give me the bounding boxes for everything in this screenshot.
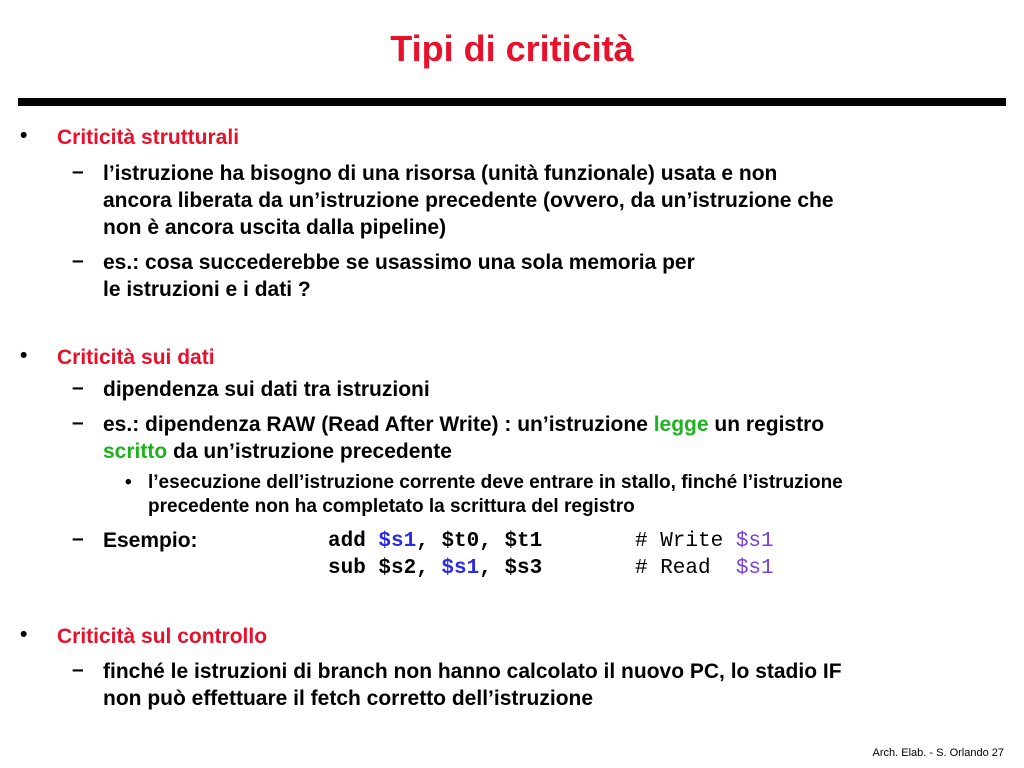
dash-icon: –	[72, 249, 84, 272]
text-line	[103, 438, 452, 465]
text-line: non è ancora uscita dalla pipeline)	[103, 216, 447, 239]
text-segment: un registro	[708, 413, 825, 436]
text-line: le istruzioni e i dati ?	[103, 278, 311, 301]
text-line: es.: cosa succederebbe se usassimo una sola memoria per	[103, 251, 695, 274]
section-heading-data: Criticità sui dati	[57, 346, 215, 369]
comment-text: # Write	[635, 530, 736, 553]
keyword-legge: legge	[653, 413, 709, 436]
bullet-icon: •	[20, 623, 28, 646]
comment-register: $s1	[735, 530, 774, 553]
text-line: ancora liberata da un’istruzione precedente (ovvero, da un’istruzione che	[103, 189, 834, 212]
sub-bullet-icon: •	[125, 472, 132, 493]
code-comment	[635, 528, 774, 555]
section-heading-control: Criticità sul controllo	[57, 625, 268, 648]
text-line: precedente non ha completato la scrittura del registro	[148, 496, 635, 517]
title-rule	[18, 98, 1006, 106]
comment-text: # Read	[635, 557, 736, 580]
dash-icon: –	[72, 527, 84, 550]
dash-icon: –	[72, 411, 84, 434]
footer-credit: Arch. Elab. - S. Orlando 27	[872, 747, 1004, 759]
code-operands: , $s3	[479, 557, 543, 580]
code-line-sub	[328, 555, 542, 582]
text-line: dipendenza sui dati tra istruzioni	[103, 378, 430, 401]
section-heading-structural: Criticità strutturali	[57, 126, 240, 149]
code-op: add	[328, 530, 379, 553]
text-line: non può effettuare il fetch corretto dell’istruzione	[103, 687, 594, 710]
code-line-add	[328, 528, 542, 555]
code-op: sub $s2,	[328, 557, 442, 580]
dash-icon: –	[72, 160, 84, 183]
text-segment: es.: dipendenza RAW (Read After Write) : un’istruzione	[103, 413, 654, 436]
comment-register: $s1	[735, 557, 774, 580]
dash-icon: –	[72, 376, 84, 399]
example-label: Esempio:	[103, 529, 198, 552]
code-operands: , $t0, $t1	[416, 530, 543, 553]
slide-title: Tipi di criticità	[390, 28, 634, 69]
code-register: $s1	[441, 557, 480, 580]
bullet-icon: •	[20, 124, 28, 147]
bullet-icon: •	[20, 344, 28, 367]
dash-icon: –	[72, 658, 84, 681]
text-line: finché le istruzioni di branch non hanno calcolato il nuovo PC, lo stadio IF	[103, 660, 842, 683]
text-segment: da un’istruzione precedente	[167, 440, 452, 463]
code-comment	[635, 555, 774, 582]
text-line	[103, 411, 824, 438]
text-line: l’istruzione ha bisogno di una risorsa (unità funzionale) usata e non	[103, 162, 778, 185]
keyword-scritto: scritto	[103, 440, 168, 463]
text-line: l’esecuzione dell’istruzione corrente deve entrare in stallo, finché l’istruzione	[148, 472, 843, 493]
code-register: $s1	[378, 530, 417, 553]
